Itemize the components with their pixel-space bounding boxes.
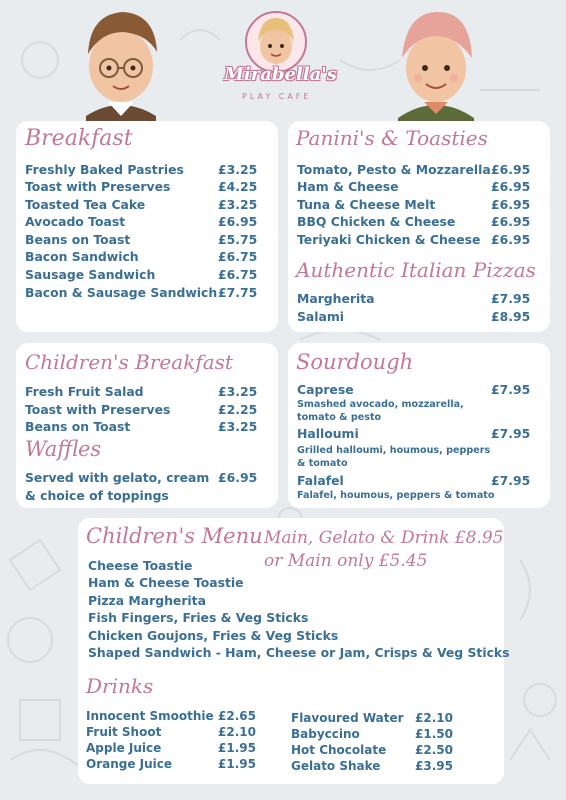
menu-item-name: Gelato Shake [291, 759, 381, 773]
menu-item-description: & tomato [297, 458, 348, 469]
menu-item-name: Flavoured Water [291, 711, 404, 725]
menu-item-name: Toasted Tea Cake [25, 197, 146, 212]
menu-item-name: Orange Juice [86, 757, 173, 771]
menu-item-name: Salami [297, 309, 345, 324]
menu-item-description: Grilled halloumi, houmous, peppers [297, 445, 491, 456]
sourdough-heading: Sourdough [296, 350, 414, 374]
girl-illustration [384, 6, 488, 122]
menu-item-name: Fresh Fruit Salad [25, 384, 144, 399]
waffles-description-line-1: Served with gelato, cream [25, 470, 210, 485]
menu-item-name: Fruit Shoot [86, 725, 162, 739]
menu-item-name: Freshly Baked Pastries [25, 162, 184, 177]
menu-item-name: Cheese Toastie [88, 558, 193, 573]
menu-item-description: Smashed avocado, mozzarella, [297, 399, 464, 410]
menu-item-price: £6.75 [218, 249, 258, 264]
menu-item-name: BBQ Chicken & Cheese [297, 214, 456, 229]
menu-item-name: Ham & Cheese Toastie [88, 575, 244, 590]
menu-item-price: £2.65 [218, 709, 256, 723]
menu-item-name: Pizza Margherita [88, 593, 206, 608]
menu-item-name: Ham & Cheese [297, 179, 399, 194]
menu-item-price: £3.25 [218, 384, 258, 399]
menu-item-name: Babyccino [291, 727, 360, 741]
menu-item-price: £6.95 [218, 214, 258, 229]
menu-item-name: Toast with Preserves [25, 402, 171, 417]
menu-item-price: £7.95 [491, 473, 531, 488]
boy-illustration [68, 6, 174, 122]
menu-item-price: £2.25 [218, 402, 258, 417]
menu-item-name: Chicken Goujons, Fries & Veg Sticks [88, 628, 339, 643]
menu-item-price: £3.95 [415, 759, 453, 773]
menu-item-name: Halloumi [297, 426, 359, 441]
menu-item-price: £3.25 [218, 197, 258, 212]
menu-item-name: Sausage Sandwich [25, 267, 156, 282]
menu-item-name: Beans on Toast [25, 232, 131, 247]
pizzas-heading: Authentic Italian Pizzas [296, 258, 536, 282]
logo-subtitle: PLAY CAFE [242, 92, 312, 101]
menu-item-price: £1.95 [218, 757, 256, 771]
menu-item-name: Falafel [297, 473, 344, 488]
breakfast-heading: Breakfast [25, 126, 133, 151]
panini-heading: Panini's & Toasties [296, 126, 488, 150]
menu-item-price: £4.25 [218, 179, 258, 194]
waffles-heading: Waffles [25, 437, 102, 461]
drinks-heading: Drinks [86, 674, 154, 698]
menu-item-name: Caprese [297, 382, 354, 397]
menu-item-price: £7.75 [218, 285, 258, 300]
children-menu-offer-2: or Main only £5.45 [264, 551, 428, 571]
menu-item-name: Apple Juice [86, 741, 162, 755]
menu-item-price: £2.50 [415, 743, 453, 757]
menu-item-name: Bacon Sandwich [25, 249, 139, 264]
menu-item-name: Toast with Preserves [25, 179, 171, 194]
menu-item-price: £7.95 [491, 291, 531, 306]
menu-item-price: £6.95 [491, 232, 531, 247]
menu-item-name: Bacon & Sausage Sandwich [25, 285, 218, 300]
menu-item-name: Innocent Smoothie [86, 709, 214, 723]
menu-item-price: £2.10 [218, 725, 256, 739]
menu-item-description: tomato & pesto [297, 412, 382, 423]
menu-item-price: £6.75 [218, 267, 258, 282]
menu-item-price: £7.95 [491, 426, 531, 441]
logo-name: Mirabella's [224, 64, 337, 85]
menu-item-price: £5.75 [218, 232, 258, 247]
waffles-price: £6.95 [218, 470, 258, 485]
menu-item-name: Margherita [297, 291, 375, 306]
menu-item-name: Tuna & Cheese Melt [297, 197, 436, 212]
menu-item-name: Teriyaki Chicken & Cheese [297, 232, 481, 247]
children-menu-offer-1: Main, Gelato & Drink £8.95 [264, 528, 504, 548]
menu-item-price: £1.95 [218, 741, 256, 755]
menu-item-price: £6.95 [491, 197, 531, 212]
children-menu-heading: Children's Menu [86, 524, 263, 548]
menu-item-price: £1.50 [415, 727, 453, 741]
children-breakfast-heading: Children's Breakfast [25, 350, 233, 374]
menu-item-name: Beans on Toast [25, 419, 131, 434]
menu-item-price: £6.95 [491, 179, 531, 194]
menu-item-price: £7.95 [491, 382, 531, 397]
menu-item-price: £2.10 [415, 711, 453, 725]
menu-item-name: Fish Fingers, Fries & Veg Sticks [88, 610, 309, 625]
menu-item-name: Hot Chocolate [291, 743, 387, 757]
menu-item-name: Shaped Sandwich - Ham, Cheese or Jam, Crisps & Veg Sticks [88, 645, 510, 660]
menu-item-description: Falafel, houmous, peppers & tomato [297, 490, 495, 501]
menu-item-price: £6.95 [491, 214, 531, 229]
menu-item-price: £3.25 [218, 162, 258, 177]
menu-item-name: Tomato, Pesto & Mozzarella [297, 162, 491, 177]
waffles-description-line-2: & choice of toppings [25, 488, 169, 503]
menu-item-name: Avocado Toast [25, 214, 126, 229]
menu-item-price: £3.25 [218, 419, 258, 434]
menu-item-price: £6.95 [491, 162, 531, 177]
menu-item-price: £8.95 [491, 309, 531, 324]
